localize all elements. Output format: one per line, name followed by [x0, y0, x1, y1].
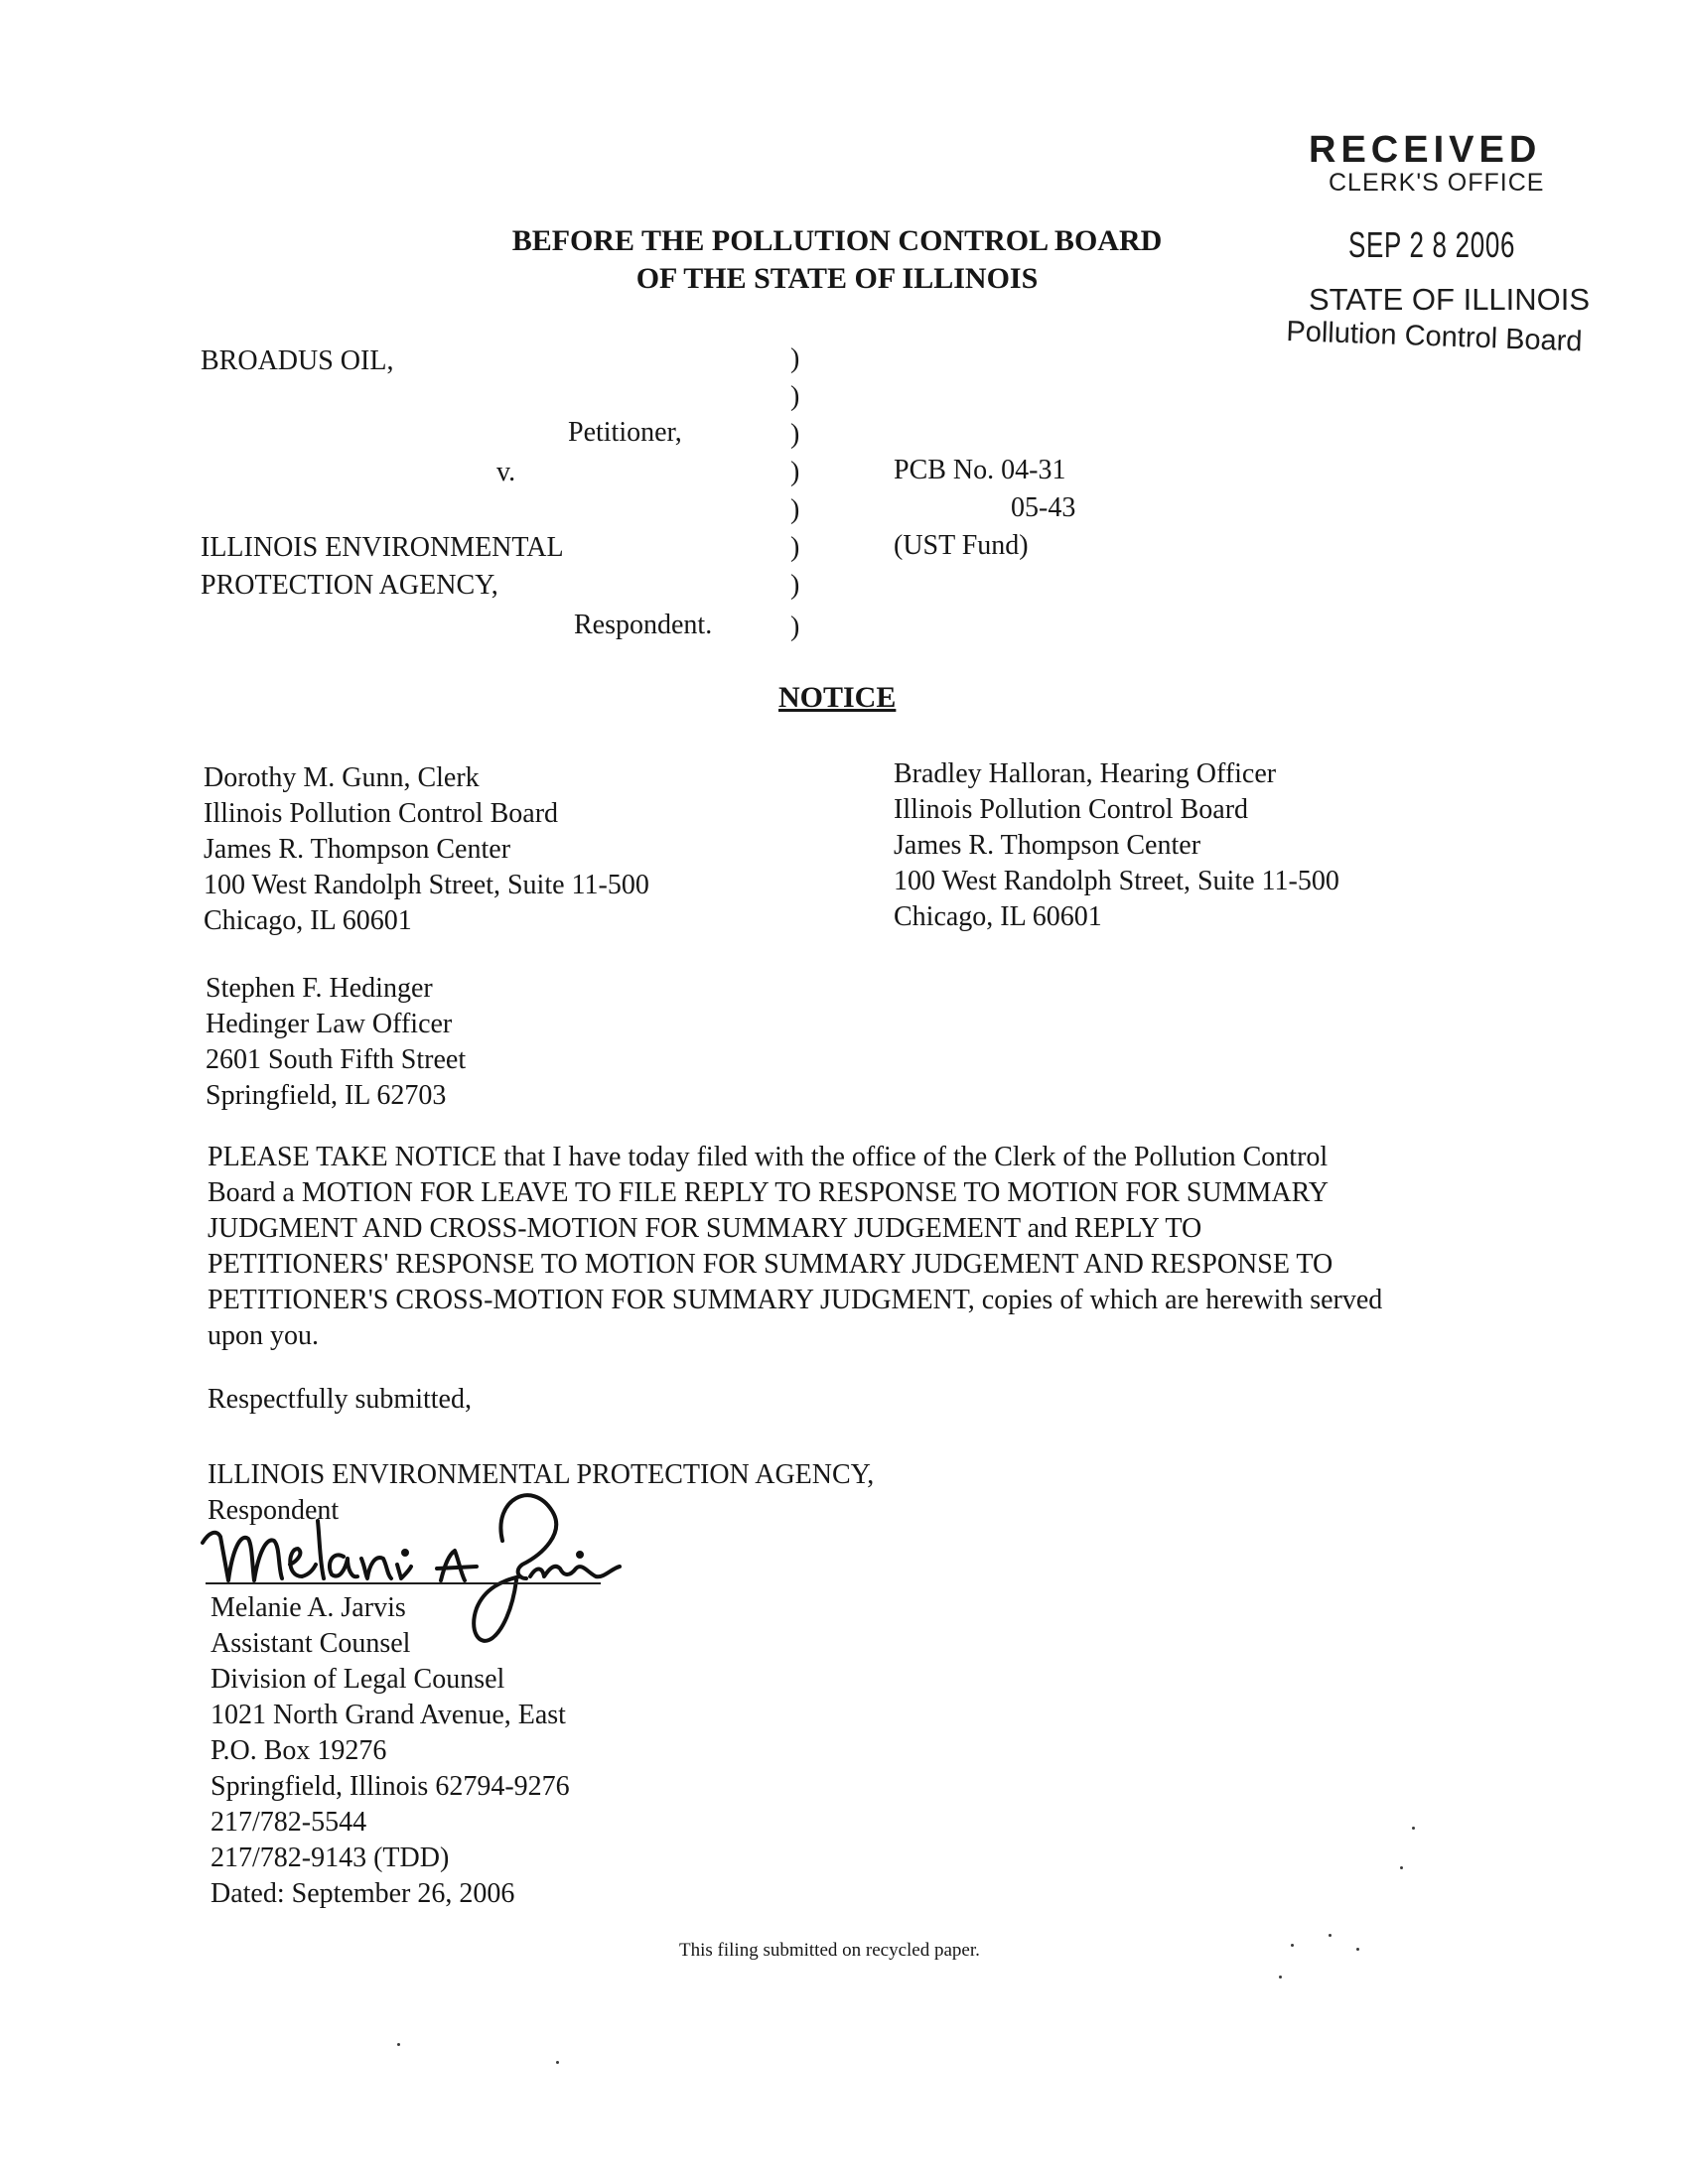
closing: Respectfully submitted,	[208, 1384, 472, 1415]
scan-speck	[1412, 1827, 1415, 1830]
scan-speck	[1329, 1934, 1332, 1937]
address-line: James R. Thompson Center	[894, 830, 1201, 861]
footer-note: This filing submitted on recycled paper.	[679, 1940, 980, 1961]
notice-body-line: PETITIONERS' RESPONSE TO MOTION FOR SUMMARY JUDGEMENT AND RESPONSE TO	[208, 1249, 1333, 1280]
address-line: 100 West Randolph Street, Suite 11-500	[204, 870, 649, 900]
signer-line: Melanie A. Jarvis	[210, 1592, 406, 1623]
scan-speck	[1400, 1866, 1403, 1869]
address-line: Springfield, IL 62703	[206, 1080, 447, 1111]
scan-speck	[1356, 1948, 1359, 1951]
signer-line: Division of Legal Counsel	[210, 1664, 505, 1695]
caption-paren: )	[790, 532, 800, 563]
address-line: 100 West Randolph Street, Suite 11-500	[894, 866, 1339, 896]
notice-body-line: Board a MOTION FOR LEAVE TO FILE REPLY TO RESPONSE TO MOTION FOR SUMMARY	[208, 1177, 1329, 1208]
signature-agency: ILLINOIS ENVIRONMENTAL PROTECTION AGENCY,	[208, 1459, 875, 1490]
stamp-received: RECEIVED	[1309, 129, 1542, 171]
caption-paren: )	[790, 612, 800, 642]
address-line: Stephen F. Hedinger	[206, 973, 433, 1004]
address-line: James R. Thompson Center	[204, 834, 511, 865]
stamp-board: Pollution Control Board	[1285, 316, 1584, 358]
case-number-2: 05-43	[1011, 492, 1076, 523]
scan-speck	[556, 2061, 559, 2064]
recipient-hedinger	[206, 971, 466, 1114]
stamp-date: SEP 2 8 2006	[1348, 224, 1516, 265]
case-type: (UST Fund)	[894, 530, 1029, 561]
notice-body-line: PLEASE TAKE NOTICE that I have today filed with the office of the Clerk of the Pollution Control	[208, 1142, 1329, 1172]
respondent-name-line-1: ILLINOIS ENVIRONMENTAL	[201, 532, 564, 563]
signer-contact	[210, 1590, 570, 1912]
notice-body-line: upon you.	[208, 1320, 319, 1351]
caption-paren: )	[790, 381, 800, 412]
caption-paren: )	[790, 494, 800, 525]
caption-paren: )	[790, 457, 800, 487]
signer-line: 217/782-5544	[210, 1807, 367, 1838]
petitioner-name: BROADUS OIL,	[201, 345, 394, 376]
signature-role: Respondent	[208, 1495, 340, 1526]
caption-paren: )	[790, 343, 800, 374]
address-line: Chicago, IL 60601	[204, 905, 412, 936]
address-line: Hedinger Law Officer	[206, 1009, 453, 1039]
signer-line: 1021 North Grand Avenue, East	[210, 1700, 566, 1730]
petitioner-role: Petitioner,	[568, 417, 682, 448]
notice-body-line: PETITIONER'S CROSS-MOTION FOR SUMMARY JUDGMENT, copies of which are herewith served	[208, 1285, 1383, 1315]
signer-line: Assistant Counsel	[210, 1628, 411, 1659]
heading-line-2: OF THE STATE OF ILLINOIS	[635, 262, 1039, 295]
recipient-hearing-officer	[894, 756, 1339, 935]
address-line: Illinois Pollution Control Board	[894, 794, 1249, 825]
case-number: PCB No. 04-31	[894, 455, 1066, 485]
address-line: Illinois Pollution Control Board	[204, 798, 559, 829]
stamp-state: STATE OF ILLINOIS	[1309, 282, 1591, 317]
respondent-name-line-2: PROTECTION AGENCY,	[201, 570, 498, 601]
stamp-clerk-office: CLERK'S OFFICE	[1329, 169, 1545, 197]
page-title	[390, 222, 1284, 298]
address-line: Bradley Halloran, Hearing Officer	[894, 758, 1277, 789]
notice-title: NOTICE	[778, 681, 897, 714]
recipient-clerk	[204, 760, 649, 939]
scan-speck	[1291, 1944, 1294, 1947]
notice-body-line: JUDGMENT AND CROSS-MOTION FOR SUMMARY JUDGEMENT and REPLY TO	[208, 1213, 1202, 1244]
versus: v.	[496, 457, 516, 487]
scan-speck	[1279, 1976, 1282, 1979]
signature-line	[206, 1582, 601, 1584]
signer-line: Dated: September 26, 2006	[210, 1878, 515, 1909]
signer-line: P.O. Box 19276	[210, 1735, 387, 1766]
caption-paren: )	[790, 570, 800, 601]
scan-speck	[397, 2043, 400, 2046]
heading-line-1: BEFORE THE POLLUTION CONTROL BOARD	[511, 224, 1163, 257]
signer-line: 217/782-9143 (TDD)	[210, 1843, 450, 1873]
address-line: Dorothy M. Gunn, Clerk	[204, 762, 480, 793]
address-line: Chicago, IL 60601	[894, 901, 1102, 932]
signer-line: Springfield, Illinois 62794-9276	[210, 1771, 570, 1802]
caption-paren: )	[790, 419, 800, 450]
notice-body	[208, 1140, 1382, 1354]
respondent-role: Respondent.	[574, 610, 713, 640]
address-line: 2601 South Fifth Street	[206, 1044, 467, 1075]
